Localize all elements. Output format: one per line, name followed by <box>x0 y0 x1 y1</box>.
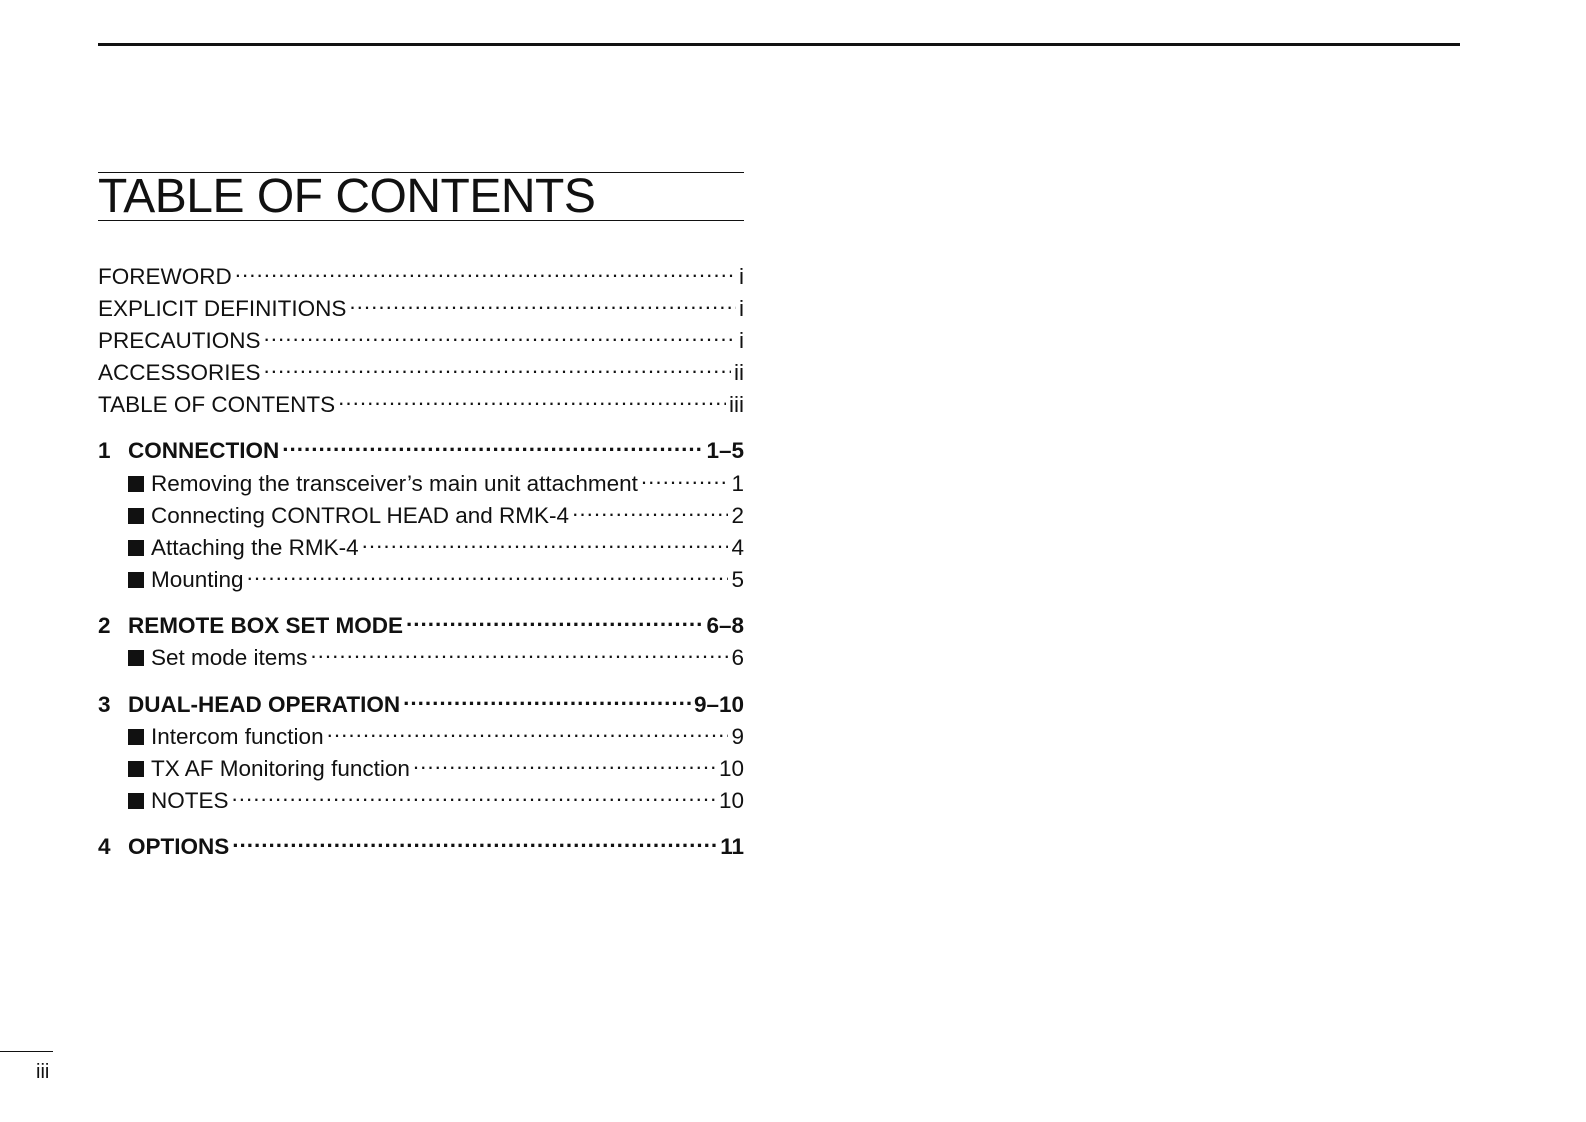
dot-leader <box>362 527 729 555</box>
entry-page-number: iii <box>729 392 744 417</box>
toc-subentry[interactable] <box>128 780 744 813</box>
toc-subentry[interactable] <box>128 716 744 749</box>
square-bullet-icon <box>128 650 144 666</box>
dot-leader <box>327 716 729 744</box>
dot-leader <box>232 780 716 808</box>
entry-label: CONNECTION <box>128 438 280 463</box>
toc-chapter-entry[interactable] <box>98 684 744 717</box>
dot-leader <box>232 826 717 854</box>
toc-subentry[interactable] <box>128 527 744 560</box>
dot-leader <box>413 748 716 776</box>
dot-leader <box>349 288 736 316</box>
entry-label: Removing the transceiver’s main unit attachment <box>151 471 638 496</box>
entry-page-number: 6 <box>731 645 744 670</box>
entry-label: Attaching the RMK-4 <box>151 535 359 560</box>
title-box <box>98 172 744 221</box>
entry-label: OPTIONS <box>128 834 230 859</box>
chapter-number: 2 <box>98 613 111 638</box>
entry-label: FOREWORD <box>98 264 232 289</box>
entry-page-number: 10 <box>718 788 744 813</box>
entry-label: TX AF Monitoring function <box>151 756 410 781</box>
toc-subentry[interactable] <box>128 463 744 496</box>
entry-page-number: 2 <box>731 503 744 528</box>
square-bullet-icon <box>128 793 144 809</box>
entry-page-number: i <box>739 264 744 289</box>
dot-leader <box>310 637 728 665</box>
dot-leader <box>572 495 728 523</box>
square-bullet-icon <box>128 540 144 556</box>
entry-page-number: 10 <box>718 756 744 781</box>
dot-leader <box>264 320 736 348</box>
entry-page-number: 9 <box>731 724 744 749</box>
dot-leader <box>338 384 726 412</box>
chapter-number: 4 <box>98 834 111 859</box>
toc-chapter-entry[interactable] <box>98 605 744 638</box>
square-bullet-icon <box>128 508 144 524</box>
square-bullet-icon <box>128 572 144 588</box>
footer-page-number: iii <box>36 1061 50 1083</box>
entry-label: Connecting CONTROL HEAD and RMK-4 <box>151 503 570 528</box>
entry-page-number: 4 <box>731 535 744 560</box>
dot-leader <box>403 684 691 712</box>
entry-label: PRECAUTIONS <box>98 328 261 353</box>
toc-entry[interactable] <box>98 384 744 417</box>
square-bullet-icon <box>128 761 144 777</box>
toc-chapter-entry[interactable] <box>98 430 744 463</box>
header-rule <box>98 43 1460 46</box>
dot-leader <box>641 463 729 491</box>
entry-page-number: i <box>739 296 744 321</box>
table-of-contents <box>98 170 744 859</box>
toc-entry[interactable] <box>98 352 744 385</box>
entry-label: Intercom function <box>151 724 324 749</box>
dot-leader <box>264 352 731 380</box>
dot-leader <box>282 430 703 458</box>
entry-label: Mounting <box>151 567 244 592</box>
square-bullet-icon <box>128 476 144 492</box>
entry-label: DUAL-HEAD OPERATION <box>128 692 401 717</box>
footer-rule <box>0 1051 53 1052</box>
entry-label: TABLE OF CONTENTS <box>98 392 336 417</box>
page-title: TABLE OF CONTENTS <box>98 170 596 223</box>
toc-entry[interactable] <box>98 320 744 353</box>
chapter-number: 1 <box>98 438 111 463</box>
entry-page-number: 5 <box>731 567 744 592</box>
entry-page-number: 6–8 <box>706 613 744 638</box>
toc-entry[interactable] <box>98 288 744 321</box>
toc-chapter-entry[interactable] <box>98 826 744 859</box>
entry-label: NOTES <box>151 788 229 813</box>
dot-leader <box>247 559 729 587</box>
dot-leader <box>406 605 703 633</box>
entry-page-number: 9–10 <box>693 692 744 717</box>
entry-label: ACCESSORIES <box>98 360 261 385</box>
dot-leader <box>235 256 736 284</box>
entry-page-number: 11 <box>720 834 744 859</box>
entry-label: Set mode items <box>151 645 308 670</box>
toc-subentry[interactable] <box>128 637 744 670</box>
toc-entry[interactable] <box>98 256 744 289</box>
toc-subentry[interactable] <box>128 559 744 592</box>
entry-label: REMOTE BOX SET MODE <box>128 613 404 638</box>
entry-label: EXPLICIT DEFINITIONS <box>98 296 347 321</box>
entry-page-number: 1 <box>731 471 744 496</box>
entry-page-number: ii <box>734 360 744 385</box>
toc-subentry[interactable] <box>128 495 744 528</box>
toc-subentry[interactable] <box>128 748 744 781</box>
square-bullet-icon <box>128 729 144 745</box>
entry-page-number: 1–5 <box>706 438 744 463</box>
chapter-number: 3 <box>98 692 111 717</box>
entry-page-number: i <box>739 328 744 353</box>
